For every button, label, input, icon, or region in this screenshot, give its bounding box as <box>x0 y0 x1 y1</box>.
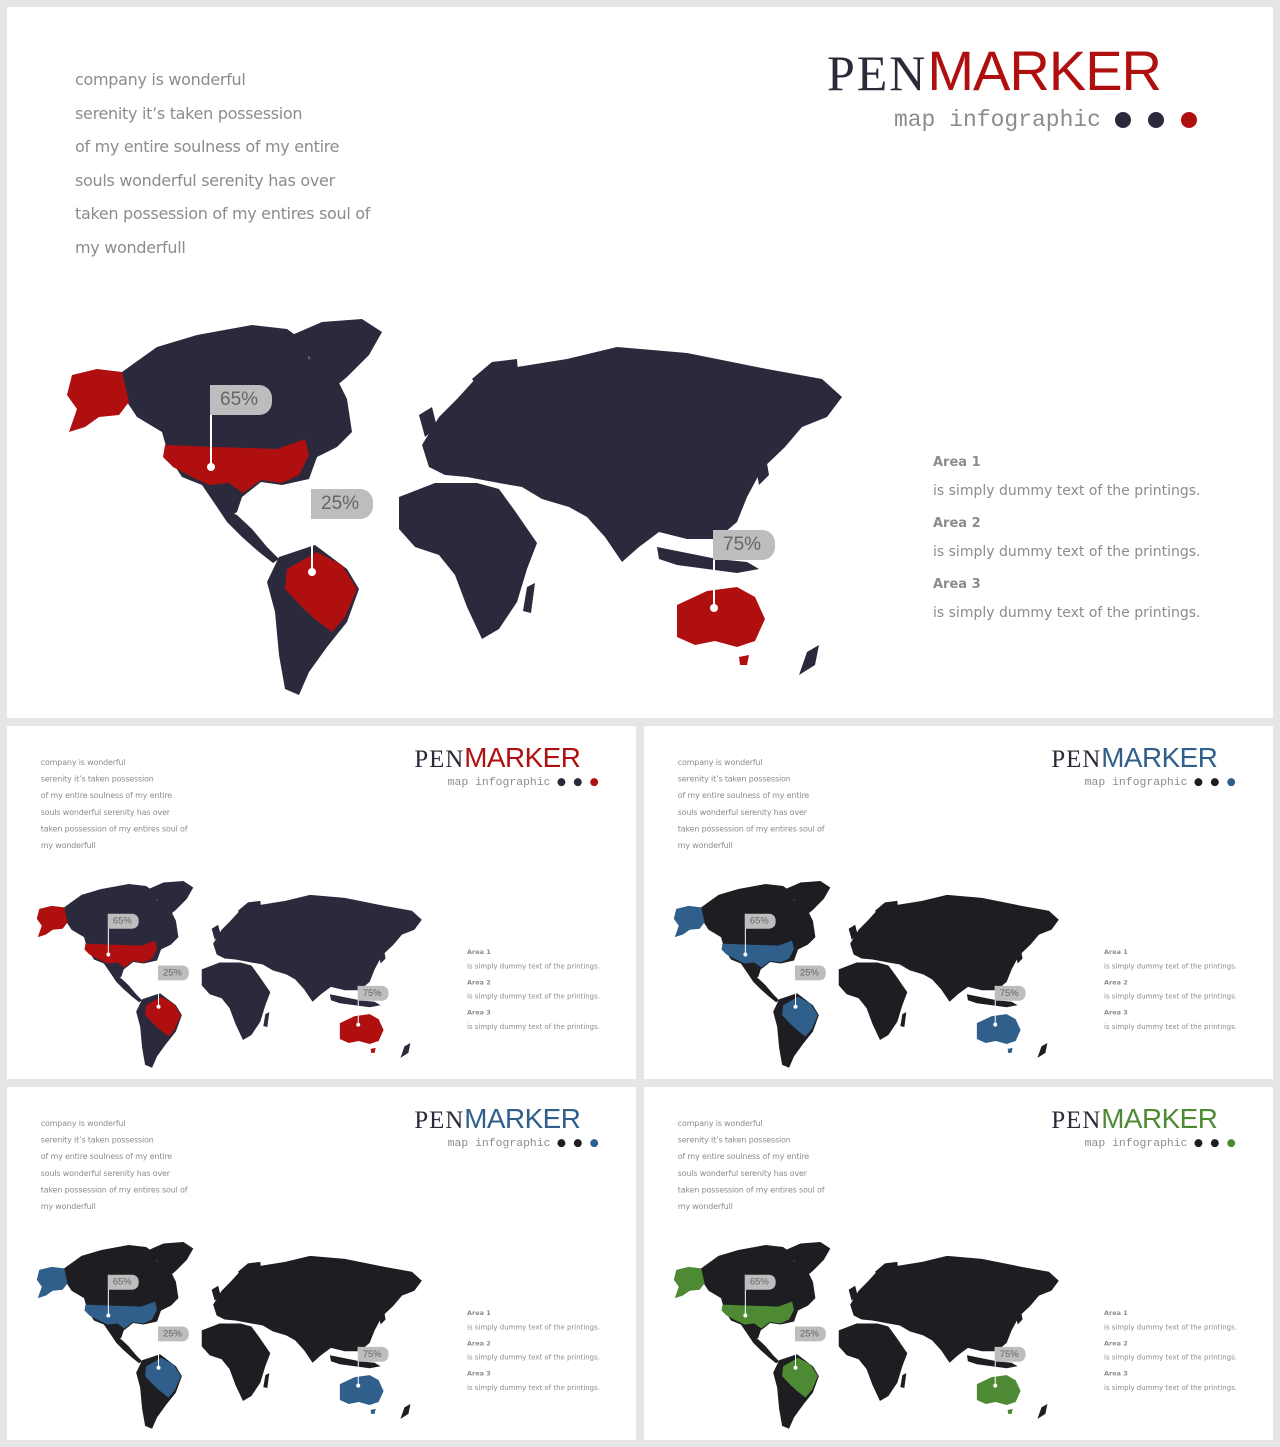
marker-pin <box>108 914 132 955</box>
dot-icon <box>1148 112 1164 128</box>
brand-title <box>414 1102 581 1135</box>
marker-label: 25% <box>795 965 826 980</box>
slide-content <box>7 7 1273 718</box>
legend-title: Area 3 <box>1104 1370 1128 1378</box>
map-madagascar <box>263 1012 269 1027</box>
map-new-zealand <box>400 1043 410 1058</box>
map-alaska <box>37 906 68 937</box>
dot-icon <box>590 1139 598 1147</box>
map-central-america <box>217 507 279 563</box>
pin-icon <box>710 604 718 612</box>
intro-line: taken possession of my entires soul of <box>40 1184 188 1195</box>
pin-icon <box>157 1005 161 1009</box>
map-australia <box>677 587 765 647</box>
dot-icon <box>557 778 565 786</box>
intro-line: of my entire soulness of my entire <box>40 1151 173 1162</box>
pin-icon <box>157 1366 161 1370</box>
map-africa <box>839 1323 908 1401</box>
legend-title: Area 3 <box>467 1370 491 1378</box>
intro-line: my wonderfull <box>75 237 186 257</box>
map-madagascar <box>263 1373 269 1388</box>
legend-title: Area 3 <box>467 1009 491 1017</box>
dot-icon <box>1194 778 1202 786</box>
pin-icon <box>794 1005 798 1009</box>
legend-desc: is simply dummy text of the printings. <box>1104 962 1237 971</box>
dot-icon <box>1227 778 1235 786</box>
map-tasmania <box>371 1409 376 1414</box>
pin-icon <box>743 1314 747 1318</box>
intro-line: my wonderfull <box>677 840 733 850</box>
marker-pin <box>795 965 819 1006</box>
map-alaska <box>37 1267 68 1298</box>
marker-label: 25% <box>311 489 373 519</box>
brand-subtitle: map infographic <box>447 1136 551 1150</box>
legend-desc: is simply dummy text of the printings. <box>1104 992 1237 1001</box>
intro-line: company is wonderful <box>677 757 763 767</box>
intro-line: souls wonderful serenity has over <box>40 807 170 817</box>
intro-line: souls wonderful serenity has over <box>677 1168 807 1178</box>
map-central-america <box>111 974 142 1002</box>
pin-icon <box>743 953 747 957</box>
marker-label: 75% <box>995 986 1026 1001</box>
intro-text <box>41 754 205 854</box>
legend-title: Area 2 <box>467 978 491 987</box>
map-new-zealand <box>400 1404 410 1419</box>
map-tasmania <box>1008 1048 1013 1053</box>
map-australia <box>977 1014 1021 1044</box>
pin-icon <box>308 568 316 576</box>
intro-text <box>678 1115 842 1215</box>
intro-line: company is wonderful <box>677 1118 763 1128</box>
marker-pin <box>311 489 360 572</box>
legend-desc: is simply dummy text of the printings. <box>933 605 1201 621</box>
brand-marker: MARKER <box>1101 741 1218 774</box>
intro-line: serenity it’s taken possession <box>75 103 303 123</box>
brand-title <box>1051 1102 1218 1135</box>
pin-icon <box>356 1023 360 1027</box>
intro-line: souls wonderful serenity has over <box>75 170 335 190</box>
slide-content <box>7 1087 636 1440</box>
map-central-america <box>111 1335 142 1363</box>
legend-desc: is simply dummy text of the printings. <box>1104 1353 1237 1362</box>
intro-line: my wonderfull <box>677 1201 733 1211</box>
marker-label: 65% <box>108 914 139 929</box>
slide-thumb-blue-title <box>7 1087 636 1440</box>
map-new-zealand <box>799 645 819 675</box>
dot-icon <box>1194 1139 1202 1147</box>
legend-desc: is simply dummy text of the printings. <box>1104 1384 1237 1393</box>
legend-title: Area 1 <box>467 948 491 957</box>
legend-title: Area 1 <box>933 455 981 470</box>
legend-title: Area 3 <box>1104 1009 1128 1017</box>
brand-subtitle: map infographic <box>1084 1136 1188 1150</box>
intro-text <box>678 754 842 854</box>
pin-icon <box>207 463 215 471</box>
map-tasmania <box>371 1048 376 1053</box>
legend <box>933 455 1253 638</box>
intro-line: of my entire soulness of my entire <box>75 137 340 156</box>
brand-title <box>826 39 1161 102</box>
pin-icon <box>106 1314 110 1318</box>
dot-icon <box>574 1139 582 1147</box>
slide-content <box>7 726 636 1079</box>
brand-subtitle: map infographic <box>447 775 551 789</box>
brand-subtitle-row <box>448 776 599 789</box>
map-australia <box>340 1375 384 1405</box>
intro-line: my wonderfull <box>40 1201 96 1211</box>
world-map <box>664 1236 1061 1430</box>
legend-title: Area 1 <box>1104 1309 1128 1318</box>
legend-desc: is simply dummy text of the printings. <box>933 483 1201 499</box>
legend-desc: is simply dummy text of the printings. <box>467 1384 600 1393</box>
brand-subtitle-row <box>448 1137 599 1150</box>
legend <box>1104 949 1263 1040</box>
map-madagascar <box>900 1012 906 1027</box>
intro-line: serenity it’s taken possession <box>677 773 791 784</box>
dot-icon <box>1227 1139 1235 1147</box>
intro-line: taken possession of my entires soul of <box>677 1184 825 1195</box>
slide-thumb-blue <box>644 726 1273 1079</box>
legend-title: Area 1 <box>1104 948 1128 957</box>
brand-subtitle-row <box>894 107 1197 133</box>
map-madagascar <box>900 1373 906 1388</box>
marker-label: 75% <box>713 530 775 560</box>
legend-desc: is simply dummy text of the printings. <box>467 1323 600 1332</box>
brand-title <box>414 741 581 774</box>
intro-line: taken possession of my entires soul of <box>677 823 825 834</box>
brand-pen: PEN <box>414 744 465 773</box>
intro-line: company is wonderful <box>40 757 126 767</box>
marker-label: 75% <box>995 1347 1026 1362</box>
map-tasmania <box>1008 1409 1013 1414</box>
brand-pen: PEN <box>1051 1105 1102 1134</box>
legend-desc: is simply dummy text of the printings. <box>467 1353 600 1362</box>
intro-text <box>41 1115 205 1215</box>
marker-label: 25% <box>795 1326 826 1341</box>
slide-main <box>7 7 1273 718</box>
marker-pin <box>108 1275 132 1316</box>
map-africa <box>399 483 537 639</box>
brand-marker: MARKER <box>1101 1102 1218 1135</box>
marker-pin <box>795 1326 819 1367</box>
legend-desc: is simply dummy text of the printings. <box>1104 1023 1237 1032</box>
slide-content <box>644 726 1273 1079</box>
map-africa <box>202 962 271 1040</box>
legend-desc: is simply dummy text of the printings. <box>933 544 1201 560</box>
intro-line: of my entire soulness of my entire <box>677 1151 810 1162</box>
world-map <box>27 1236 424 1430</box>
marker-label: 75% <box>358 986 389 1001</box>
map-central-america <box>748 1335 779 1363</box>
dot-icon <box>557 1139 565 1147</box>
marker-label: 65% <box>210 385 272 415</box>
marker-pin <box>745 914 769 955</box>
dot-icon <box>1211 1139 1219 1147</box>
brand-subtitle: map infographic <box>893 107 1101 133</box>
world-map <box>27 875 424 1069</box>
world-map <box>47 307 847 697</box>
intro-line: taken possession of my entires soul of <box>40 823 188 834</box>
brand-title <box>1051 741 1218 774</box>
brand-marker: MARKER <box>464 741 581 774</box>
map-central-america <box>748 974 779 1002</box>
dot-icon <box>1115 112 1131 128</box>
pin-icon <box>794 1366 798 1370</box>
legend-title: Area 2 <box>1104 1339 1128 1348</box>
brand-subtitle-row <box>1085 776 1236 789</box>
intro-line: company is wonderful <box>40 1118 126 1128</box>
pin-icon <box>993 1023 997 1027</box>
map-africa <box>839 962 908 1040</box>
marker-pin <box>358 1347 382 1386</box>
marker-pin <box>995 1347 1019 1386</box>
dot-icon <box>1211 778 1219 786</box>
legend-title: Area 2 <box>467 1339 491 1348</box>
brand-subtitle-row <box>1085 1137 1236 1150</box>
legend <box>467 949 626 1040</box>
dot-icon <box>574 778 582 786</box>
marker-label: 25% <box>158 965 189 980</box>
slide-content <box>644 1087 1273 1440</box>
intro-line: taken possession of my entires soul of <box>75 204 371 223</box>
legend-desc: is simply dummy text of the printings. <box>467 1023 600 1032</box>
marker-label: 65% <box>745 914 776 929</box>
slide-thumb-green <box>644 1087 1273 1440</box>
map-australia <box>340 1014 384 1044</box>
legend-desc: is simply dummy text of the printings. <box>1104 1323 1237 1332</box>
map-new-zealand <box>1037 1404 1047 1419</box>
marker-label: 75% <box>358 1347 389 1362</box>
map-new-zealand <box>1037 1043 1047 1058</box>
intro-line: company is wonderful <box>75 70 246 89</box>
intro-line: serenity it’s taken possession <box>40 1134 154 1145</box>
marker-pin <box>745 1275 769 1316</box>
legend <box>1104 1310 1263 1401</box>
intro-text <box>75 63 405 264</box>
pin-icon <box>106 953 110 957</box>
brand-pen: PEN <box>1051 744 1102 773</box>
legend-desc: is simply dummy text of the printings. <box>467 962 600 971</box>
marker-pin <box>158 965 182 1006</box>
legend-title: Area 1 <box>467 1309 491 1318</box>
marker-label: 65% <box>745 1275 776 1290</box>
slide-thumb-red <box>7 726 636 1079</box>
pin-icon <box>993 1384 997 1388</box>
map-madagascar <box>523 583 535 613</box>
map-australia <box>977 1375 1021 1405</box>
intro-line: serenity it’s taken possession <box>677 1134 791 1145</box>
marker-pin <box>158 1326 182 1367</box>
pin-icon <box>356 1384 360 1388</box>
legend-title: Area 3 <box>933 577 981 592</box>
legend-desc: is simply dummy text of the printings. <box>467 992 600 1001</box>
marker-label: 25% <box>158 1326 189 1341</box>
brand-pen: PEN <box>826 45 928 101</box>
map-africa <box>202 1323 271 1401</box>
map-alaska <box>67 369 129 432</box>
legend <box>467 1310 626 1401</box>
map-alaska <box>674 1267 705 1298</box>
marker-pin <box>713 530 762 608</box>
intro-line: souls wonderful serenity has over <box>677 807 807 817</box>
map-alaska <box>674 906 705 937</box>
brand-subtitle: map infographic <box>1084 775 1188 789</box>
marker-pin <box>358 986 382 1025</box>
marker-pin <box>210 385 259 467</box>
intro-line: of my entire soulness of my entire <box>40 790 173 801</box>
legend-title: Area 2 <box>1104 978 1128 987</box>
brand-marker: MARKER <box>927 39 1161 102</box>
map-tasmania <box>739 655 749 665</box>
marker-pin <box>995 986 1019 1025</box>
intro-line: of my entire soulness of my entire <box>677 790 810 801</box>
marker-label: 65% <box>108 1275 139 1290</box>
brand-pen: PEN <box>414 1105 465 1134</box>
world-map <box>664 875 1061 1069</box>
intro-line: my wonderfull <box>40 840 96 850</box>
legend-title: Area 2 <box>933 516 981 531</box>
brand-marker: MARKER <box>464 1102 581 1135</box>
intro-line: souls wonderful serenity has over <box>40 1168 170 1178</box>
dot-icon <box>1181 112 1197 128</box>
dot-icon <box>590 778 598 786</box>
intro-line: serenity it’s taken possession <box>40 773 154 784</box>
